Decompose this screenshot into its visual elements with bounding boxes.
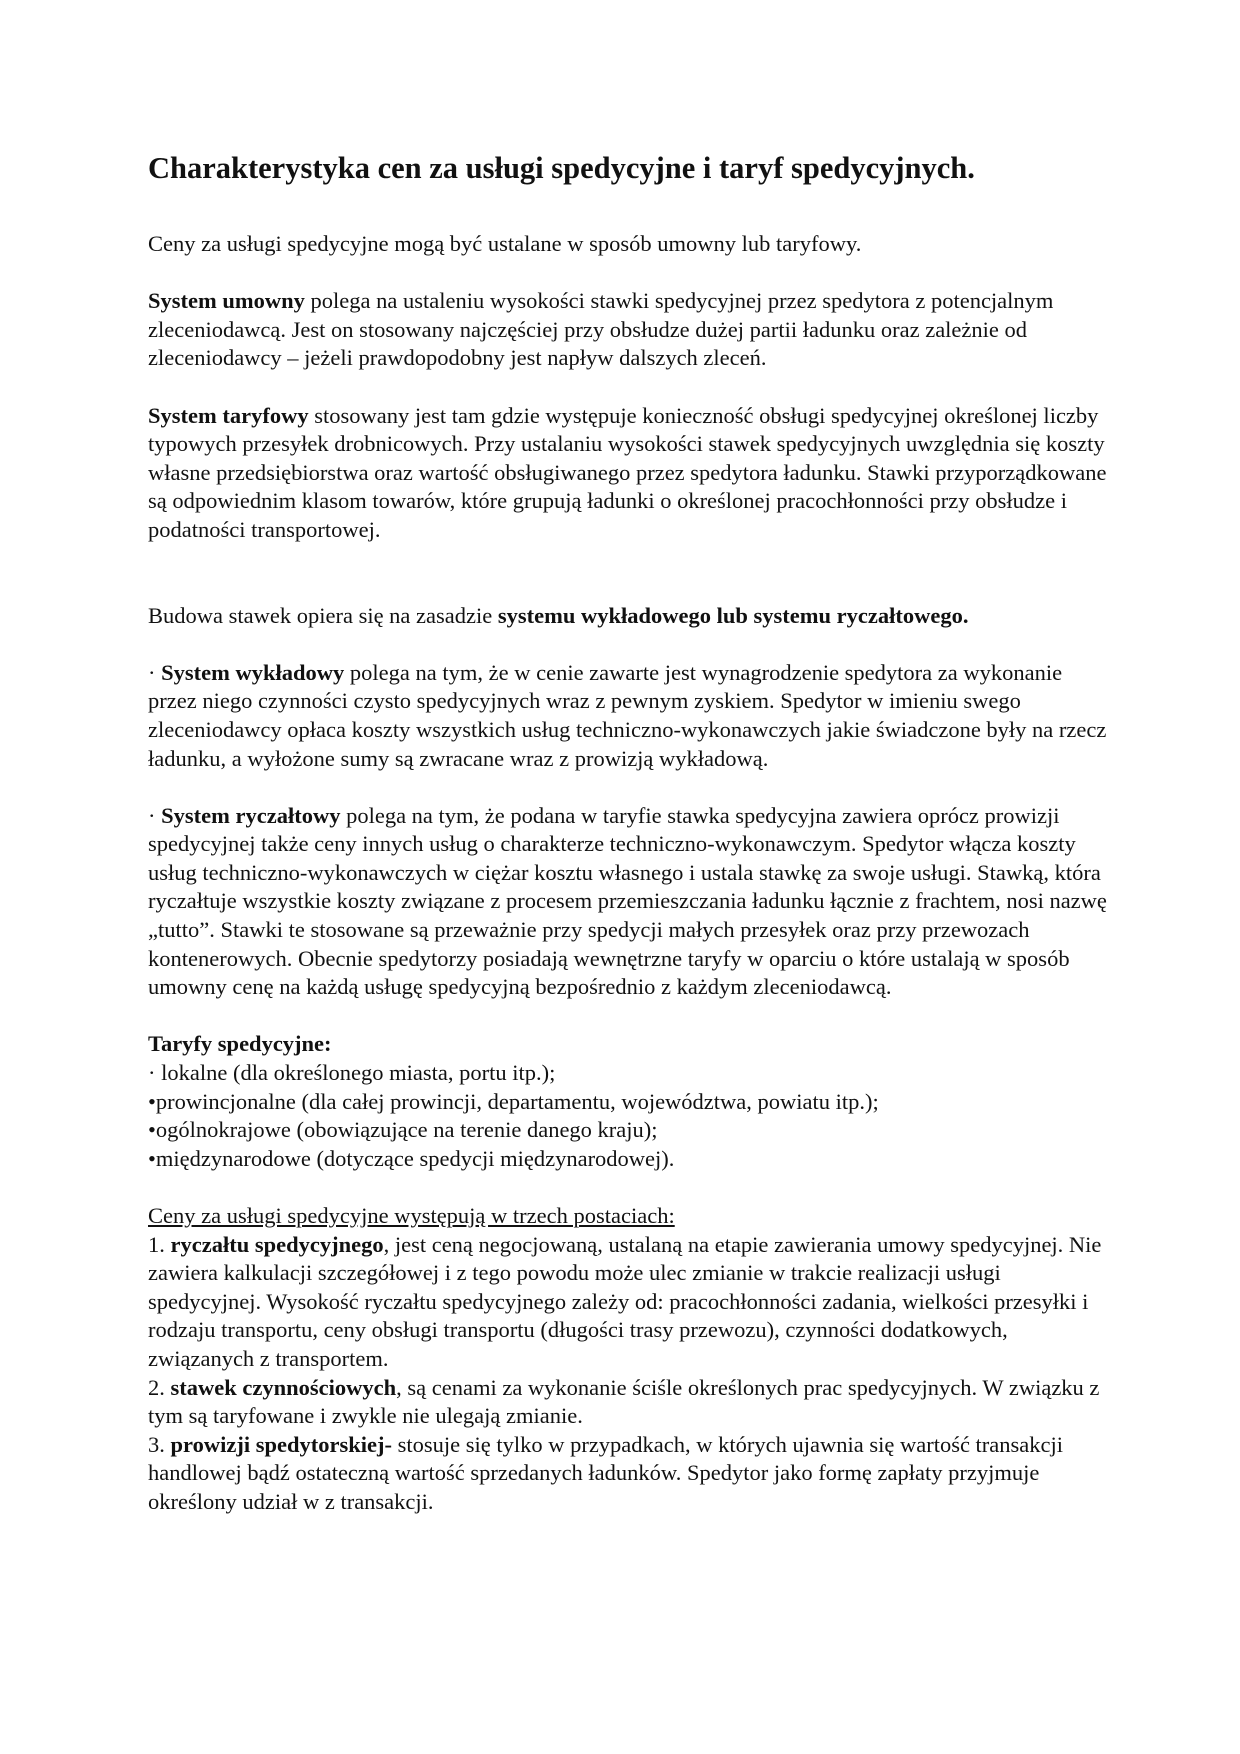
postac-text: stosuje się tylko w przypadkach, w których ujawnia się wartość transakcji handlowej bądź ostateczną wartość sprzedanych ładunków. Spedytor jako formę zapłaty przyjmuje określony udział w z transakcji.: [148, 1431, 1064, 1514]
system-umowny-term: System umowny: [148, 288, 305, 314]
system-wykladowy-text: polega na tym, że w cenie zawarte jest wynagrodzenie spedytora za wykonanie przez niego czynności czysto spedycyjnych wraz z pewnym zyskiem. Spedytor w imieniu swego zleceniodawcy opłaca koszty wszystkich usług techniczno-wykonawczych jakie świadczone były na rzecz ładunku, a wyłożone sumy są zwracane wraz z prowizją wykładową.: [148, 659, 1107, 771]
postac-item-1: [148, 1231, 1108, 1374]
bullet-dot: ·: [148, 802, 162, 828]
system-taryfowy-paragraph: [148, 402, 1108, 545]
taryfy-heading: [148, 1030, 1108, 1059]
postac-term: ryczałtu spedycyjnego: [170, 1231, 384, 1257]
system-ryczaltowy-paragraph: [148, 802, 1108, 1002]
document-page: [148, 150, 1108, 1517]
taryfy-list-item: •międzynarodowe (dotyczące spedycji międzynarodowej).: [148, 1145, 675, 1171]
taryfy-list-item: · lokalne (dla określonego miasta, portu itp.);: [148, 1060, 556, 1086]
budowa-stawek-text: Budowa stawek opiera się na zasadzie: [148, 602, 498, 628]
system-ryczaltowy-term: System ryczałtowy: [161, 802, 341, 828]
system-ryczaltowy-text: polega na tym, że podana w taryfie stawka spedycyjna zawiera oprócz prowizji spedycyjnej także ceny innych usług o charakterze techniczno-wykonawczym. Spedytor włącza koszty usług techniczno-wykonawczych w ciężar kosztu własnego i ustala stawkę za swoje usługi. Stawką, która ryczałtuje wszystkie koszty związane z procesem przemieszczania ładunku łącznie z frachtem, nosi nazwę „tutto”. Stawki te stosowane są przeważnie przy spedycji małych przesyłek oraz przy przewozach kontenerowych. Obecnie spedytorzy posiadają wewnętrzne taryfy w oparciu o które ustalają w sposób umowny cenę na każdą usługę spedycyjną bezpośrednio z każdym zleceniodawcą.: [148, 802, 1107, 1000]
system-umowny-paragraph: [148, 287, 1108, 373]
item-number: 2.: [148, 1374, 171, 1400]
bullet-dot: ·: [148, 659, 162, 685]
item-number: 3.: [148, 1431, 171, 1457]
postac-term: stawek czynnościowych: [170, 1374, 397, 1400]
document-title: Charakterystyka cen za usługi spedycyjne i taryf spedycyjnych.: [148, 151, 975, 185]
system-umowny-text: polega na ustaleniu wysokości stawki spedycyjnej przez spedytora z potencjalnym zleceniodawcą. Jest on stosowany najczęściej przy obsłudze dużej partii ładunku oraz zależnie od zleceniodawcy – jeżeli prawdopodobny jest napływ dalszych zleceń.: [148, 288, 1054, 371]
intro-paragraph: Ceny za usługi spedycyjne mogą być ustalane w sposób umowny lub taryfowy.: [148, 231, 862, 256]
postac-item-2: [148, 1374, 1108, 1431]
postac-text: , są cenami za wykonanie ściśle określonych prac spedycyjnych. W związku z tym są taryfowane i zwykle nie ulegają zmianie.: [148, 1374, 1100, 1429]
system-wykladowy-term: System wykładowy: [161, 659, 345, 685]
taryfy-list-item: •prowincjonalne (dla całej prowincji, departamentu, województwa, powiatu itp.);: [148, 1088, 879, 1114]
item-number: 1.: [148, 1231, 171, 1257]
postac-item-3: [148, 1431, 1108, 1517]
system-wykladowy-paragraph: [148, 659, 1108, 773]
postac-text: , jest ceną negocjowaną, ustalaną na etapie zawierania umowy spedycyjnej. Nie zawiera kalkulacji szczegółowej i z tego powodu może ulec zmianie w trakcie realizacji usługi spedycyjnej. Wysokość ryczałtu spedycyjnego zależy od: pracochłonności zadania, wielkości przesyłki i rodzaju transportu, ceny obsługi transportu (długości trasy przewozu), czynności dodatkowych, związanych z transportem.: [148, 1231, 1102, 1371]
postacie-heading: Ceny za usługi spedycyjne występują w trzech postaciach:: [148, 1203, 675, 1228]
taryfy-list-item: •ogólnokrajowe (obowiązujące na terenie danego kraju);: [148, 1117, 658, 1143]
taryfy-heading-text: Taryfy spedycyjne:: [148, 1031, 332, 1057]
postac-term: prowizji spedytorskiej-: [170, 1431, 392, 1457]
budowa-stawek-paragraph: [148, 602, 1108, 631]
budowa-stawek-bold: systemu wykładowego lub systemu ryczałtowego.: [497, 602, 969, 628]
system-taryfowy-term: System taryfowy: [148, 402, 309, 428]
system-taryfowy-text: stosowany jest tam gdzie występuje konieczność obsługi spedycyjnej określonej liczby typowych przesyłek drobnicowych. Przy ustalaniu wysokości stawek spedycyjnych uwzględnia się koszty własne przedsiębiorstwa oraz wartość obsługiwanego przez spedytora ładunku. Stawki przyporządkowane są odpowiednim klasom towarów, które grupują ładunki o określonej pracochłonności przy obsłudze i podatności transportowej.: [148, 402, 1107, 542]
